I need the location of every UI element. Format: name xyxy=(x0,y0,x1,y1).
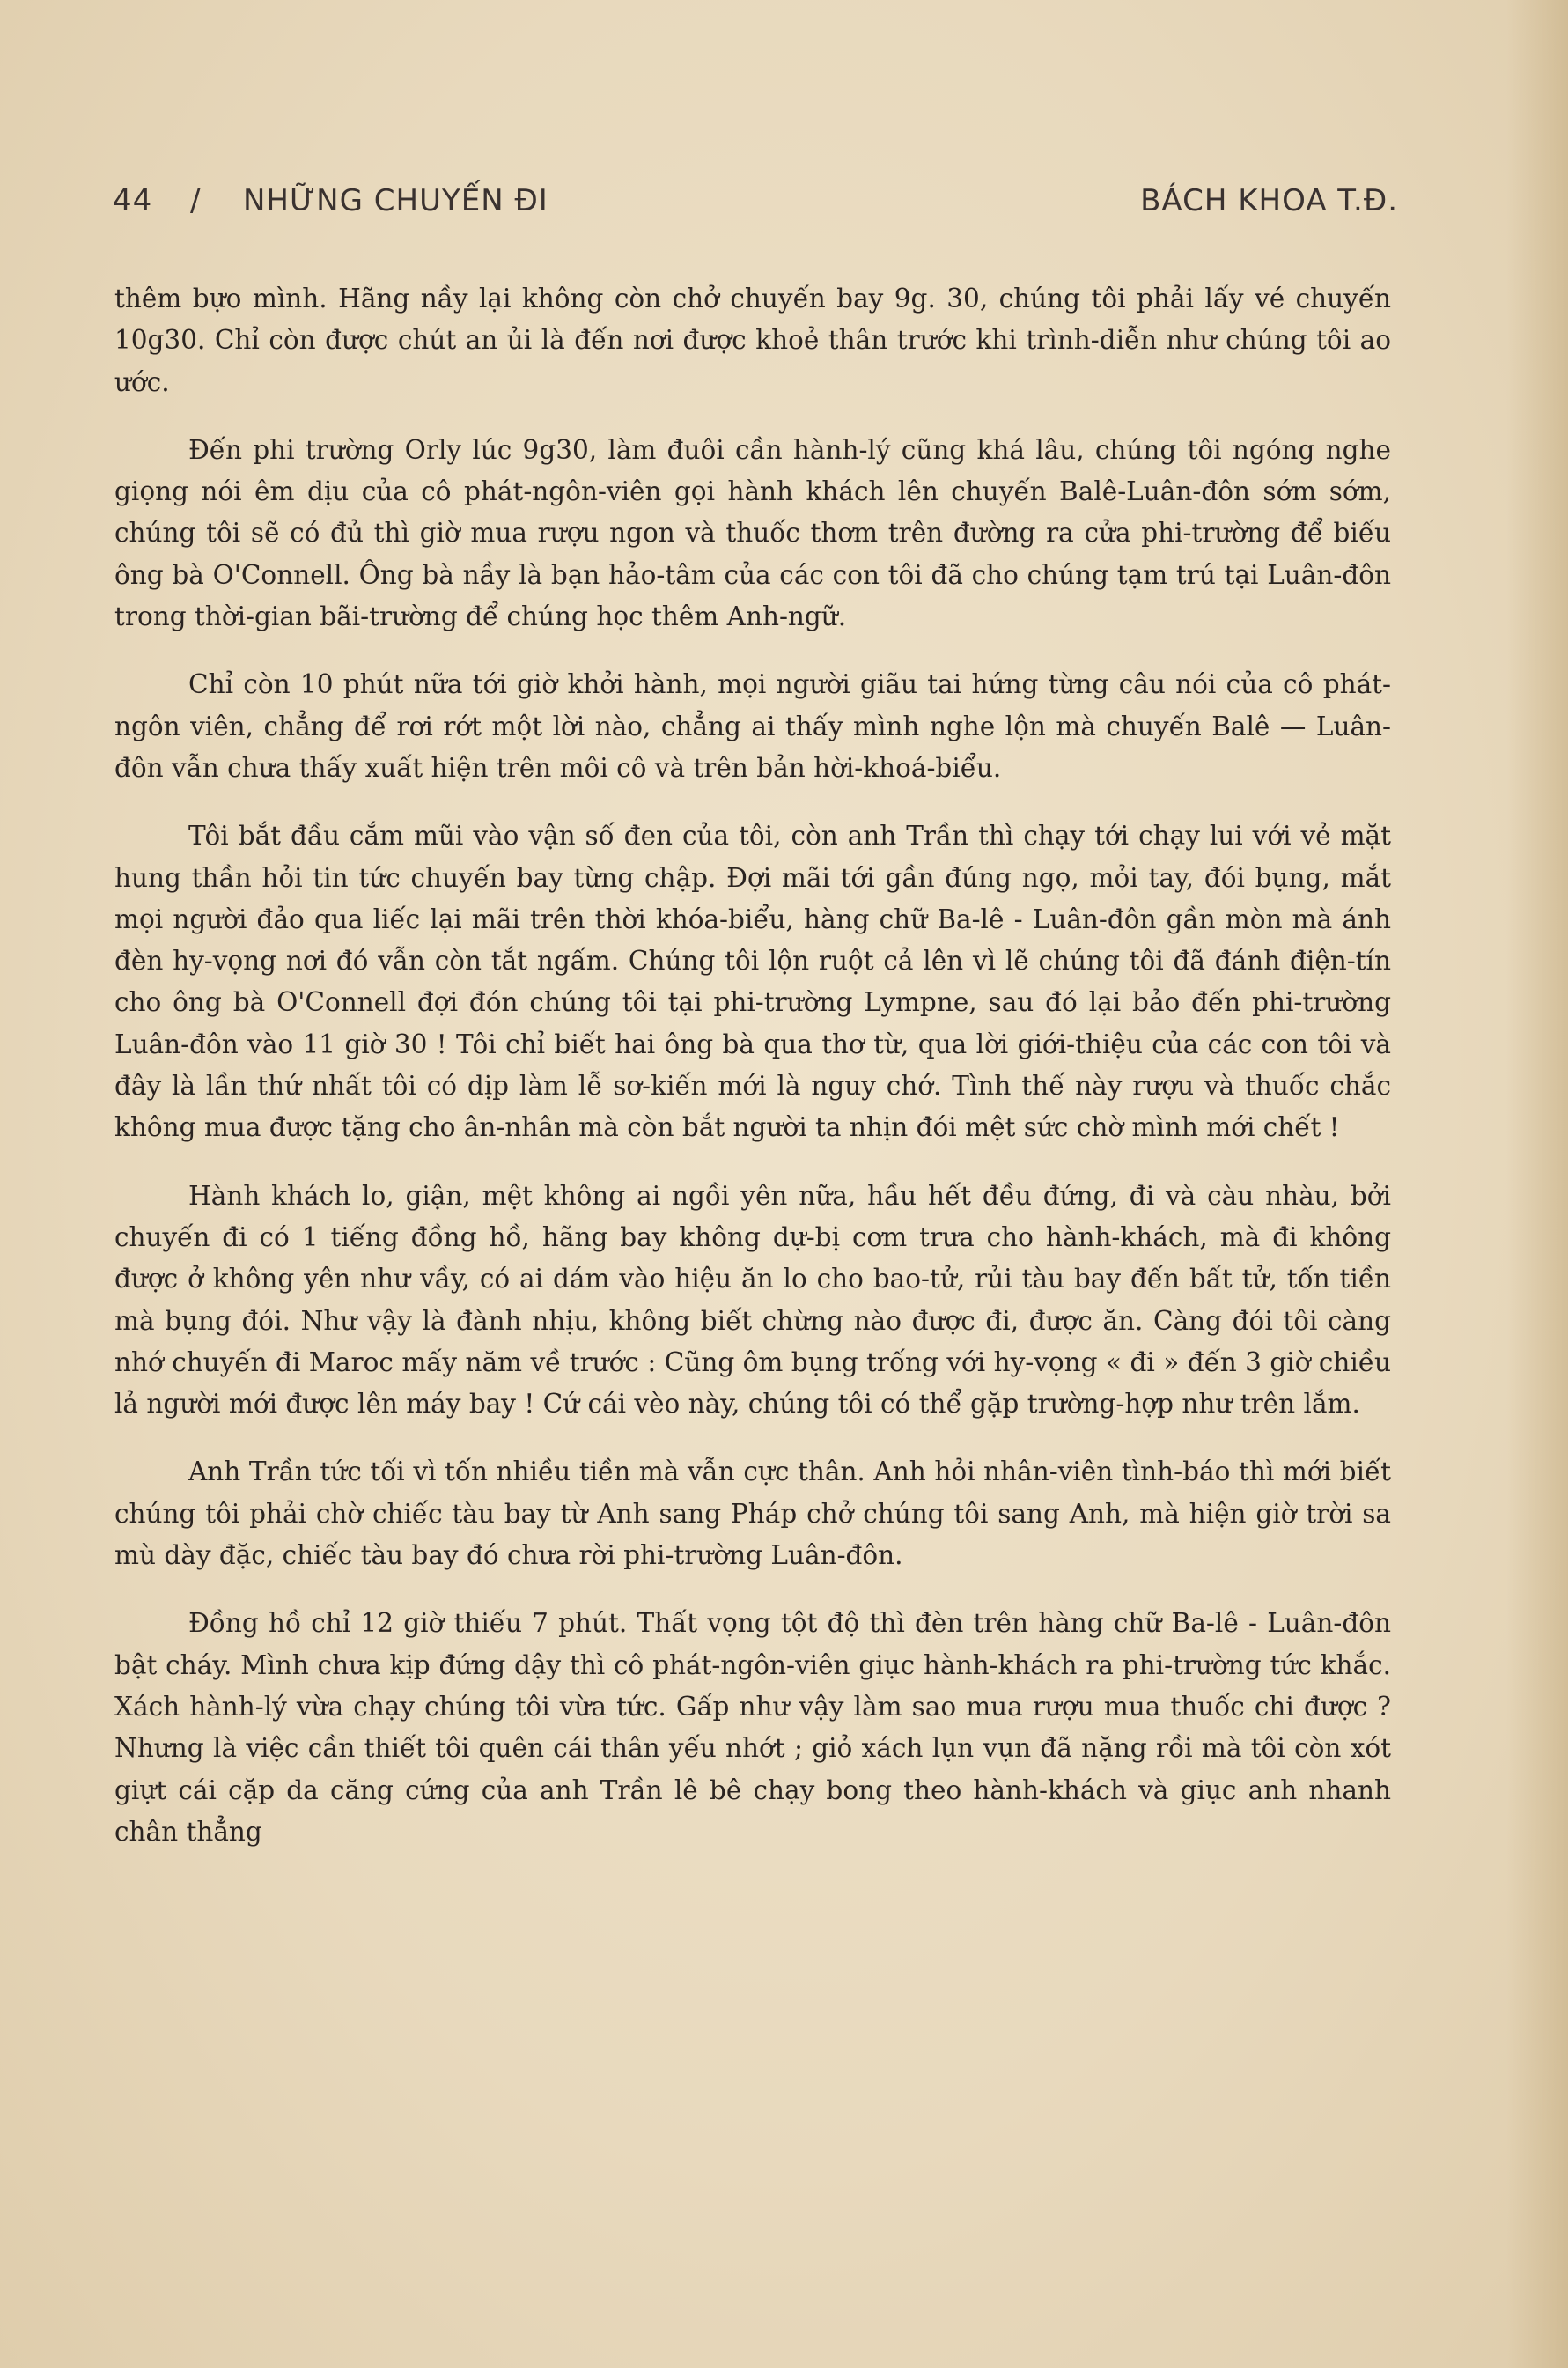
page-number: 44 xyxy=(113,183,153,218)
paragraph: Đồng hồ chỉ 12 giờ thiếu 7 phút. Thất vọng tột độ thì đèn trên hàng chữ Ba-lê - Luân-đôn bật cháy. Mình chưa kịp đứng dậy thì cô phát-ngôn-viên giục hành-khách ra phi-trường tức khắc. Xách hành-lý vừa chạy chúng tôi vừa tức. Gấp như vậy làm sao mua rượu mua thuốc chi được ? Nhưng là việc cần thiết tôi quên cái thân yếu nhớt ; giỏ xách lụn vụn đã nặng rồi mà tôi còn xót giựt cái cặp da căng cứng của anh Trần lê bê chạy bong theo hành-khách và giục anh nhanh chân thẳng xyxy=(114,1608,1391,1847)
page-edge-shadow xyxy=(1506,0,1568,2368)
running-header xyxy=(113,183,1398,227)
journal-title: BÁCH KHOA T.Đ. xyxy=(1140,183,1398,218)
paragraph: Chỉ còn 10 phút nữa tới giờ khởi hành, mọi người giãu tai hứng từng câu nói của cô phát-ngôn viên, chẳng để rơi rớt một lời nào, chẳng ai thấy mình nghe lộn mà chuyến Balê — Luân-đôn vẫn chưa thấy xuất hiện trên môi cô và trên bản hời-khoá-biểu. xyxy=(114,669,1391,783)
paragraph: thêm bựo mình. Hãng nầy lại không còn chở chuyến bay 9g. 30, chúng tôi phải lấy vé chuyến 10g30. Chỉ còn được chút an ủi là đến nơi được khoẻ thân trước khi trình-diễn như chúng tôi ao ước. xyxy=(114,284,1391,397)
section-title: NHỮNG CHUYẾN ĐI xyxy=(243,183,548,218)
paragraph: Tôi bắt đầu cắm mũi vào vận số đen của tôi, còn anh Trần thì chạy tới chạy lui với vẻ mặt hung thần hỏi tin tức chuyến bay từng chập. Đợi mãi tới gần đúng ngọ, mỏi tay, đói bụng, mắt mọi người đảo qua liếc lại mãi trên thời khóa-biểu, hàng chữ Ba-lê - Luân-đôn gần mòn mà ánh đèn hy-vọng nơi đó vẫn còn tắt ngấm. Chúng tôi lộn ruột cả lên vì lẽ chúng tôi đã đánh điện-tín cho ông bà O'Connell đợi đón chúng tôi tại phi-trường Lympne, sau đó lại bảo đến phi-trường Luân-đôn vào 11 giờ 30 ! Tôi chỉ biết hai ông bà qua thơ từ, qua lời giới-thiệu của các con tôi và đây là lần thứ nhất tôi có dịp làm lễ sơ-kiến mới là nguy chớ. Tình thế này rượu và thuốc chắc không mua được tặng cho ân-nhân mà còn bắt người ta nhịn đói mệt sức chờ mình mới chết ! xyxy=(114,821,1391,1143)
paragraph: Đến phi trường Orly lúc 9g30, làm đuôi cần hành-lý cũng khá lâu, chúng tôi ngóng nghe giọng nói êm dịu của cô phát-ngôn-viên gọi hành khách lên chuyến Balê-Luân-đôn sớm sớm, chúng tôi sẽ có đủ thì giờ mua rượu ngon và thuốc thơm trên đường ra cửa phi-trường để biếu ông bà O'Connell. Ông bà nầy là bạn hảo-tâm của các con tôi đã cho chúng tạm trú tại Luân-đôn trong thời-gian bãi-trường để chúng học thêm Anh-ngữ. xyxy=(114,434,1391,632)
paragraph: Hành khách lo, giận, mệt không ai ngồi yên nữa, hầu hết đều đứng, đi và càu nhàu, bởi chuyến đi có 1 tiếng đồng hồ, hãng bay không dự-bị cơm trưa cho hành-khách, mà đi không được ở không yên như vầy, có ai dám vào hiệu ăn lo cho bao-tử, rủi tàu bay đến bất tử, tốn tiền mà bụng đói. Như vậy là đành nhịu, không biết chừng nào được đi, được ăn. Càng đói tôi càng nhớ chuyến đi Maroc mấy năm về trước : Cũng ôm bụng trống với hy-vọng « đi » đến 3 giờ chiều lả người mới được lên máy bay ! Cứ cái vèo này, chúng tôi có thể gặp trường-hợp như trên lắm. xyxy=(114,1180,1391,1420)
article-body xyxy=(114,278,1391,1853)
paragraph: Anh Trần tức tối vì tốn nhiều tiền mà vẫn cực thân. Anh hỏi nhân-viên tình-báo thì mới biết chúng tôi phải chờ chiếc tàu bay từ Anh sang Pháp chở chúng tôi sang Anh, mà hiện giờ trời sa mù dày đặc, chiếc tàu bay đó chưa rời phi-trường Luân-đôn. xyxy=(114,1457,1391,1571)
header-separator: / xyxy=(190,183,202,218)
